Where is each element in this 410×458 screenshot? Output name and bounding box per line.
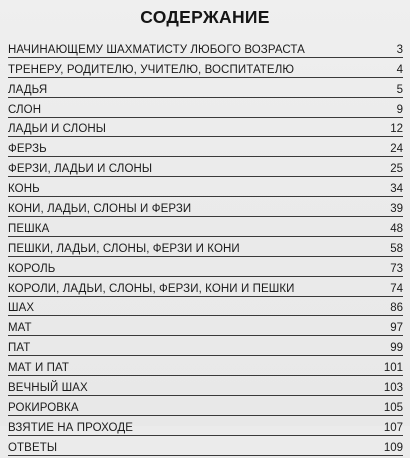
toc-entry-title: КОРОЛЬ <box>8 262 56 275</box>
toc-entry <box>8 80 403 100</box>
toc-entry-page-number: 34 <box>390 183 403 196</box>
toc-entry-title: ФЕРЗИ, ЛАДЬИ И СЛОНЫ <box>8 163 153 176</box>
toc-entry-title: КОРОЛИ, ЛАДЬИ, СЛОНЫ, ФЕРЗИ, КОНИ И ПЕШКИ <box>8 282 295 295</box>
toc-entry-title: ВЗЯТИЕ НА ПРОХОДЕ <box>8 421 133 434</box>
toc-entry-title: ВЕЧНЫЙ ШАХ <box>8 382 88 395</box>
toc-entry <box>8 199 403 219</box>
toc-entry <box>8 398 403 418</box>
toc-entry-page-number: 58 <box>390 242 403 255</box>
toc-entry-page-number: 48 <box>390 222 403 235</box>
toc-entry <box>8 259 403 279</box>
toc-entry <box>8 378 403 398</box>
toc-entry-page-number: 25 <box>390 163 403 176</box>
toc-entry-title: СЛОН <box>8 103 42 116</box>
toc-entry-page-number: 9 <box>396 103 403 116</box>
toc-entry <box>8 299 403 319</box>
toc-entry-title: ПЕШКИ, ЛАДЬИ, СЛОНЫ, ФЕРЗИ И КОНИ <box>8 242 240 255</box>
toc-entry-title: МАТ <box>8 322 32 335</box>
toc-entry <box>8 179 403 199</box>
toc-entry <box>8 60 403 80</box>
toc-entry-page-number: 99 <box>390 342 403 355</box>
toc-entry-page-number: 4 <box>396 63 403 76</box>
toc-entry-title: ШАХ <box>8 302 35 315</box>
toc-entry-page-number: 3 <box>396 43 403 56</box>
toc-entry <box>8 219 403 239</box>
toc-entry <box>8 100 403 120</box>
toc-entry-title: ТРЕНЕРУ, РОДИТЕЛЮ, УЧИТЕЛЮ, ВОСПИТАТЕЛЮ <box>8 63 295 76</box>
toc-entry-page-number: 105 <box>383 401 403 414</box>
toc-entry-page-number: 101 <box>383 362 403 375</box>
toc-entry-page-number: 12 <box>390 123 403 136</box>
toc-entry-title: ФЕРЗЬ <box>8 143 47 156</box>
toc-entry <box>8 318 403 338</box>
toc-entry-page-number: 5 <box>396 83 403 96</box>
toc-entry-page-number: 74 <box>390 282 403 295</box>
toc-entry-title: ЛАДЬЯ <box>8 83 48 96</box>
toc-entry-page-number: 103 <box>383 382 403 395</box>
toc-entry-page-number: 73 <box>390 262 403 275</box>
toc-entry <box>8 159 403 179</box>
page-title: СОДЕРЖАНИЕ <box>140 7 270 27</box>
toc-entry <box>8 40 403 60</box>
toc-entry-page-number: 107 <box>383 421 403 434</box>
toc-entry <box>8 338 403 358</box>
toc-entry-title: ОТВЕТЫ <box>8 441 58 454</box>
toc-entry-page-number: 39 <box>390 203 403 216</box>
toc-entry-page-number: 109 <box>383 441 403 454</box>
toc-entry <box>8 120 403 140</box>
toc-entry-title: МАТ И ПАТ <box>8 362 69 375</box>
toc-entry-title: НАЧИНАЮЩЕМУ ШАХМАТИСТУ ЛЮБОГО ВОЗРАСТА <box>8 43 305 56</box>
toc-entry-title: РОКИРОВКА <box>8 401 79 414</box>
toc-entry <box>8 418 403 438</box>
toc-entry-title: ПЕШКА <box>8 222 50 235</box>
toc-entry-title: ЛАДЬИ И СЛОНЫ <box>8 123 107 136</box>
toc-entry <box>8 358 403 378</box>
toc-entry-page-number: 97 <box>390 322 403 335</box>
table-of-contents <box>8 40 403 458</box>
toc-entry-page-number: 24 <box>390 143 403 156</box>
toc-entry <box>8 279 403 299</box>
toc-entry <box>8 239 403 259</box>
toc-entry <box>8 139 403 159</box>
toc-entry-title: ПАТ <box>8 342 31 355</box>
toc-entry-title: КОНЬ <box>8 183 40 196</box>
toc-entry-title: КОНИ, ЛАДЬИ, СЛОНЫ И ФЕРЗИ <box>8 203 192 216</box>
toc-entry <box>8 438 403 458</box>
toc-entry-page-number: 86 <box>390 302 403 315</box>
